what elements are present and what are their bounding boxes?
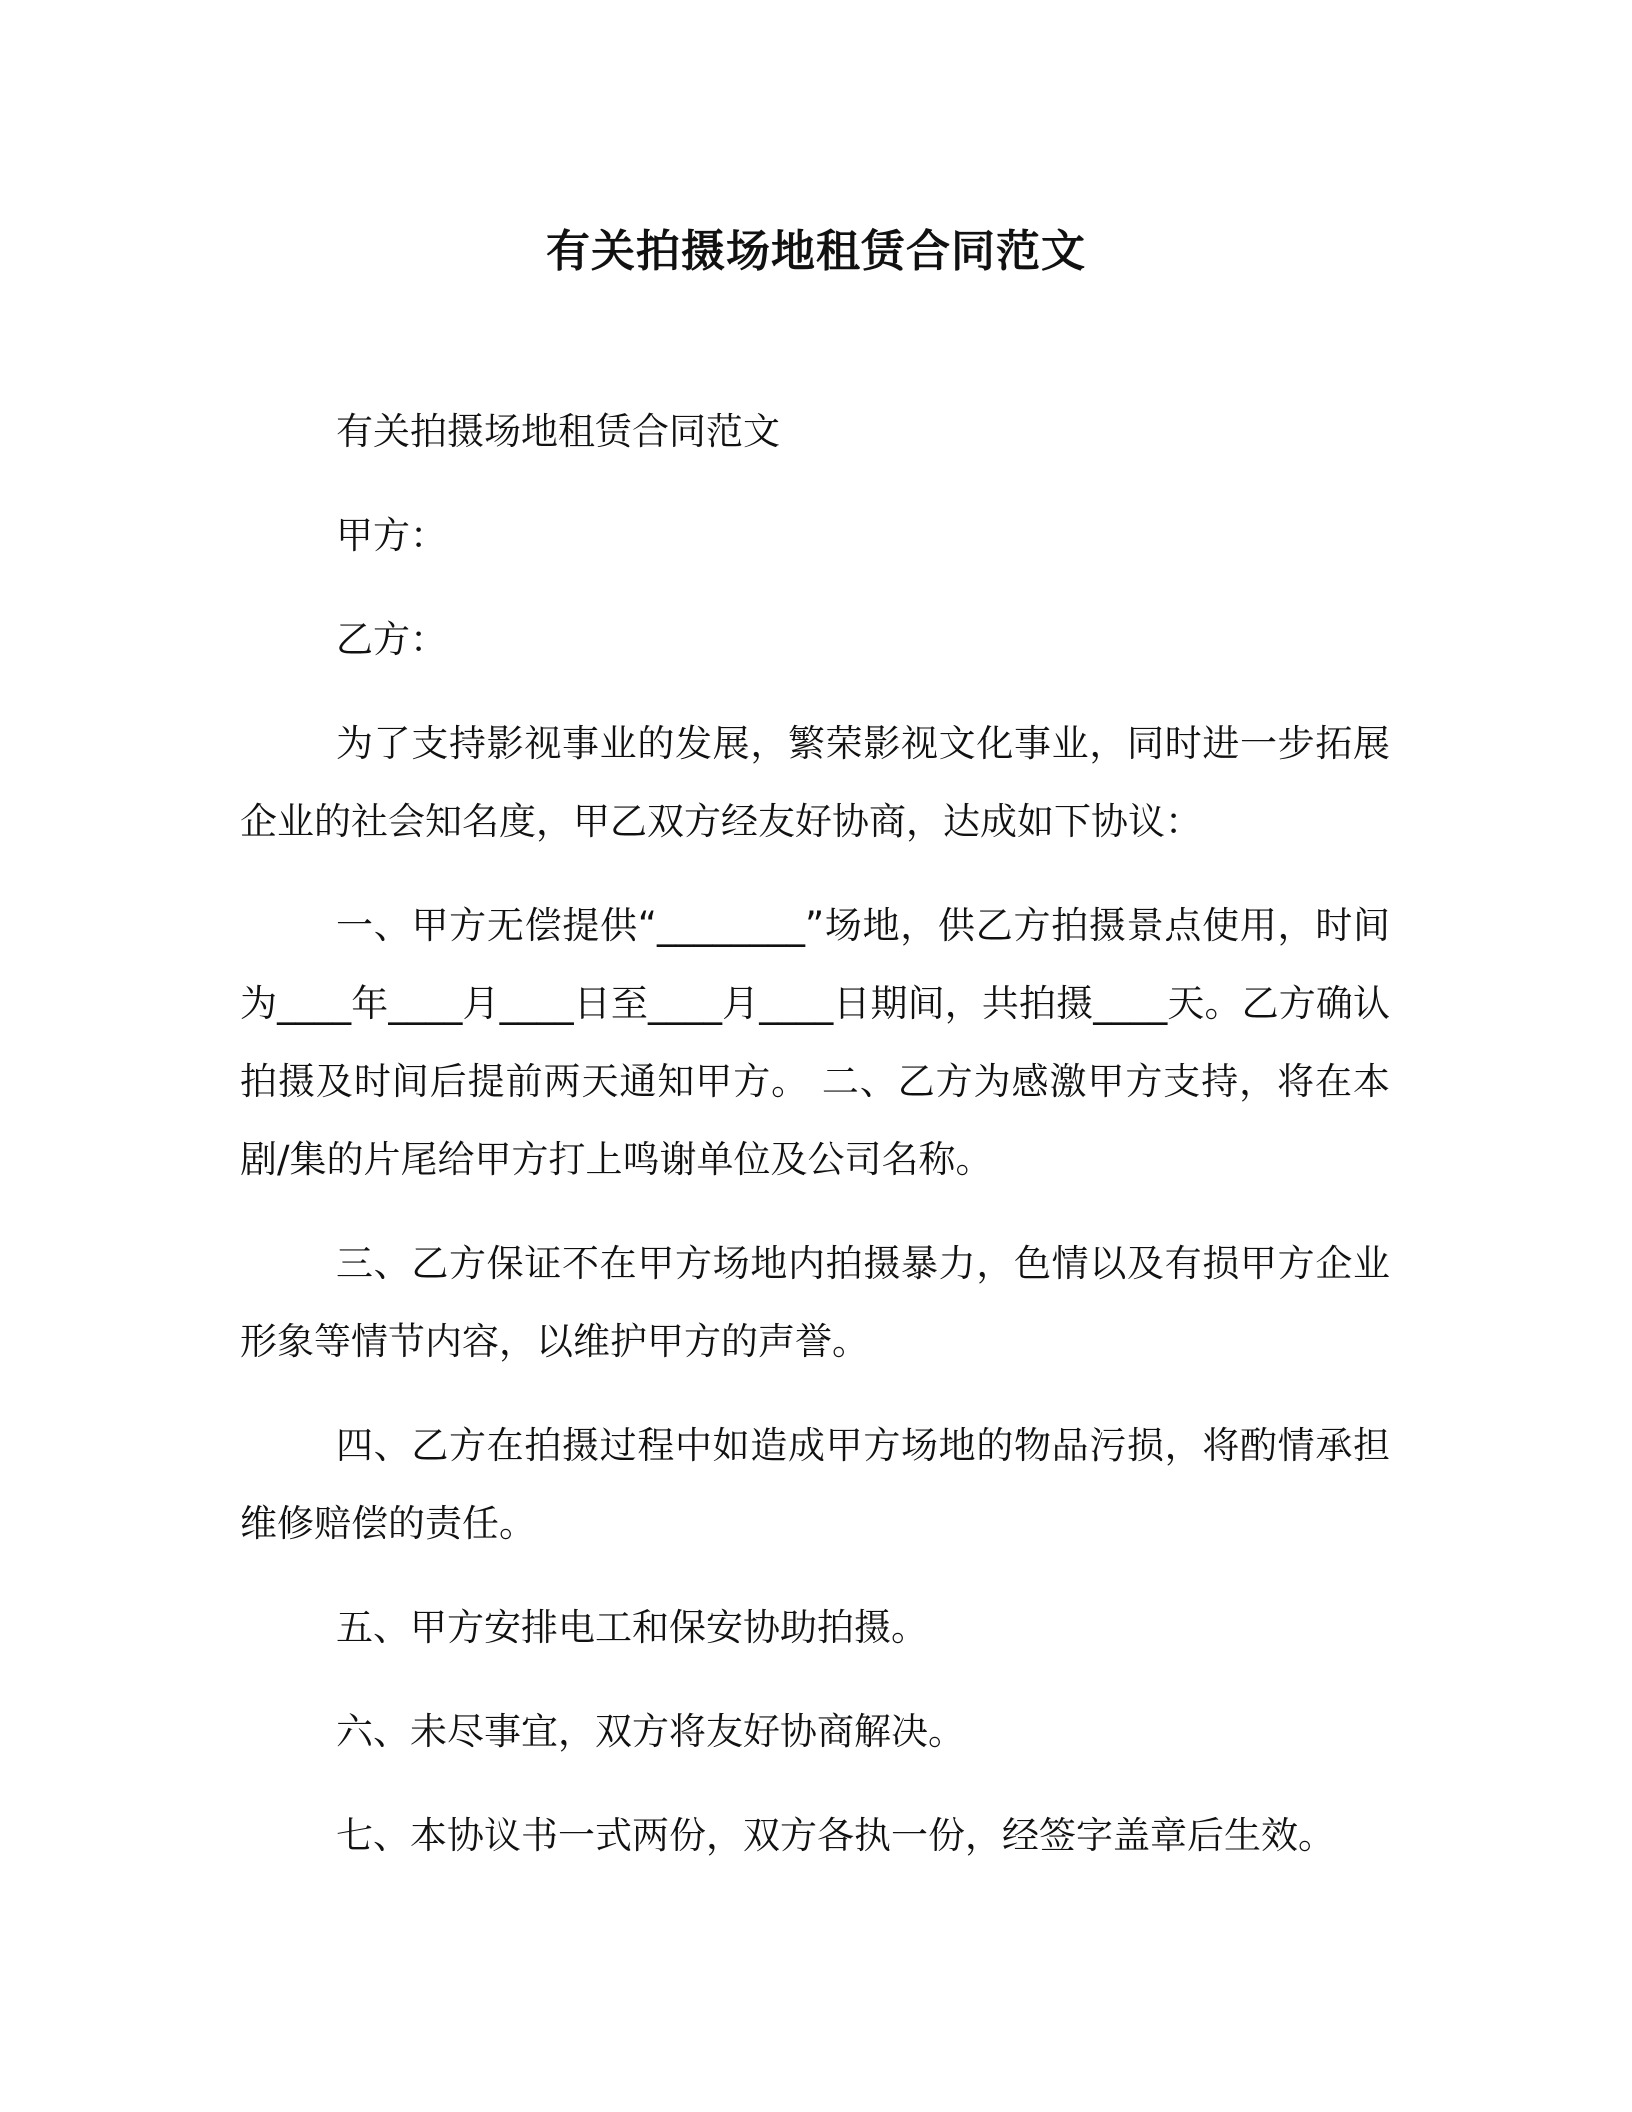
preamble-paragraph: 为了支持影视事业的发展，繁荣影视文化事业，同时进一步拓展企业的社会知名度，甲乙双方经友好协商，达成如下协议： [240,722,1390,843]
party-a-line: 甲方： [336,514,447,557]
clause-4-paragraph: 四、乙方在拍摄过程中如造成甲方场地的物品污损，将酌情承担维修赔偿的责任。 [240,1424,1390,1545]
clause-7-paragraph: 七、本协议书一式两份，双方各执一份，经签字盖章后生效。 [336,1814,1335,1857]
clause-3-paragraph: 三、乙方保证不在甲方场地内拍摄暴力，色情以及有损甲方企业形象等情节内容，以维护甲方的声誉。 [240,1242,1390,1363]
clause-5-paragraph: 五、甲方安排电工和保安协助拍摄。 [336,1606,928,1649]
party-b-line: 乙方： [336,618,447,661]
subtitle-paragraph: 有关拍摄场地租赁合同范文 [336,410,780,453]
document-title: 有关拍摄场地租赁合同范文 [546,226,1086,277]
clause-6-paragraph: 六、未尽事宜，双方将友好协商解决。 [336,1710,965,1753]
document-body [240,393,1390,1901]
clause-1-2-paragraph: 一、甲方无偿提供“________”场地，供乙方拍摄景点使用，时间为____年____月____日至____月____日期间，共拍摄____天。乙方确认拍摄及时间后提前两天通知甲方。 二、乙方为感激甲方支持，将在本剧/集的片尾给甲方打上鸣谢单位及公司名称。 [240,904,1390,1181]
